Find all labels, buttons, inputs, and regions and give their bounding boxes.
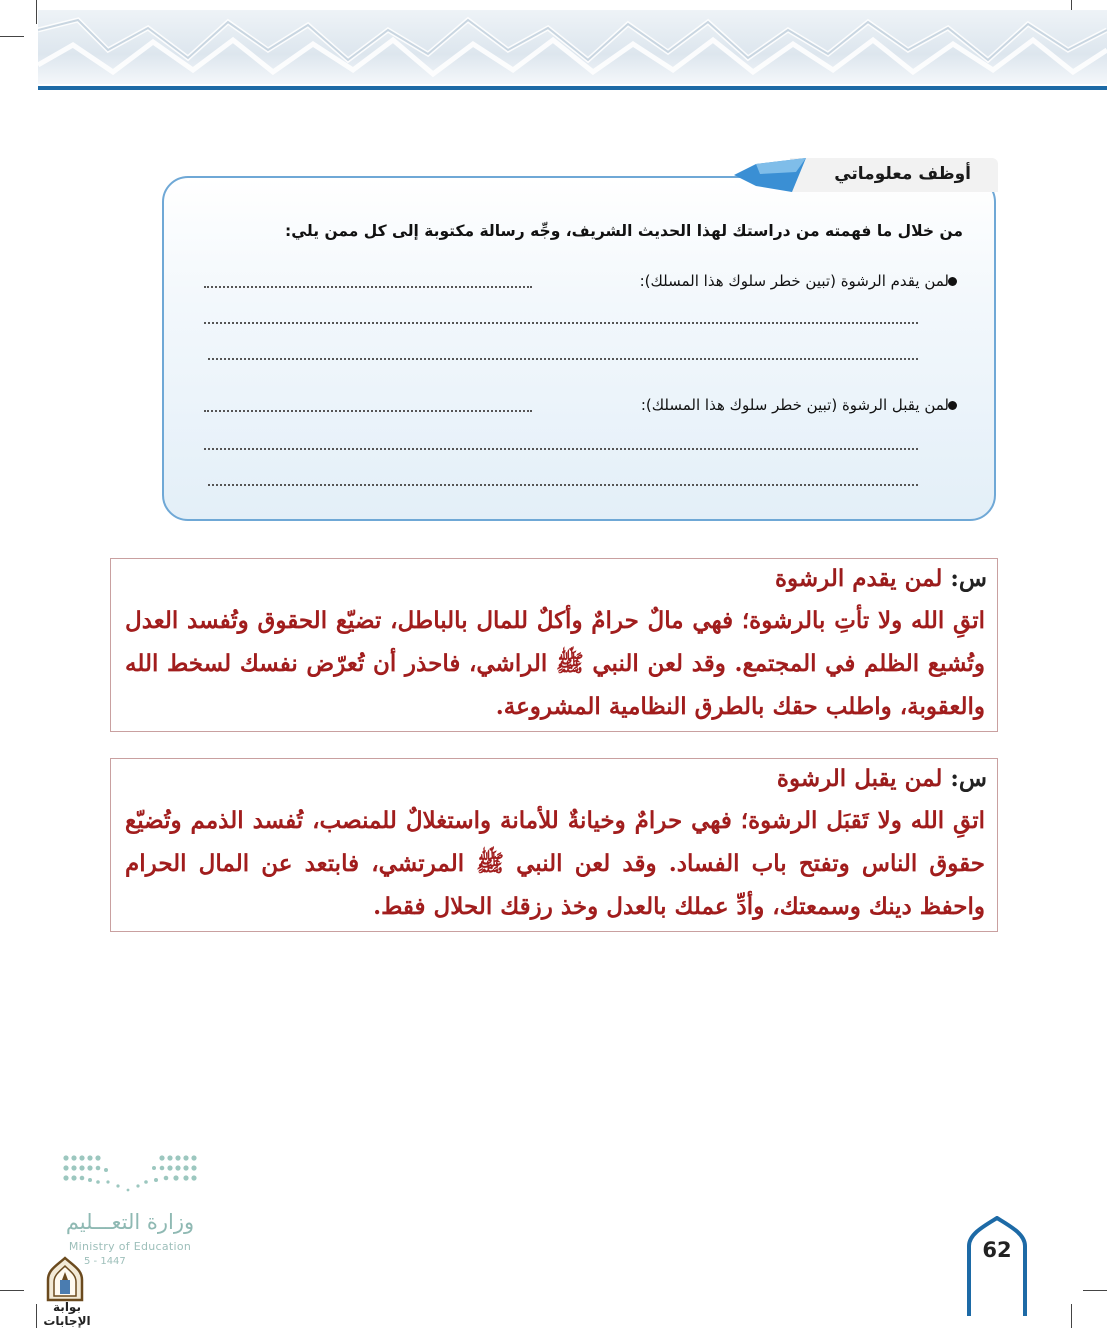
header-banner (38, 10, 1107, 84)
answer-line[interactable] (204, 410, 532, 412)
crop-mark (36, 0, 37, 24)
banner-pattern (38, 10, 1107, 84)
activity-title: أوظف معلوماتي (834, 164, 971, 184)
crop-mark (0, 1290, 24, 1291)
crop-mark (1071, 1304, 1072, 1328)
tab-arrow-icon (734, 158, 806, 192)
ministry-logo-icon (62, 1152, 198, 1200)
bullet-icon (948, 277, 957, 286)
question-prefix: س: (950, 765, 987, 792)
portal-logo-icon (44, 1256, 86, 1302)
ministry-year: 5 - 1447 (84, 1256, 126, 1267)
answer-text: اتقِ الله ولا تَقبَل الرشوة؛ فهي حرامٌ وخيانةٌ للأمانة واستغلالٌ للمنصب، تُفسد الذمم وتُضيّع حقوق الناس وتفتح باب الفساد. وقد لعن النبي ﷺ المرتشي، فابتعد عن المال الحرام واحفظ دينك وسمعتك، وأدِّ عملك بالعدل وخذ رزقك الحلال فقط. (125, 807, 985, 920)
ministry-name-en: Ministry of Education (68, 1240, 192, 1253)
page-number: 62 (982, 1238, 1012, 1262)
item-label-giver: لمن يقدم الرشوة (تبين خطر سلوك هذا المسلك): (639, 272, 949, 290)
activity-instruction: من خلال ما فهمته من دراستك لهذا الحديث الشريف، وجِّه رسالة مكتوبة إلى كل ممن يلي: (285, 222, 963, 240)
banner-underline (38, 86, 1107, 90)
bullet-icon (948, 401, 957, 410)
answer-line[interactable] (208, 484, 918, 486)
answer-box-taker (110, 758, 998, 932)
ministry-name-ar: وزارة التعـــليم (65, 1210, 195, 1234)
page-badge-icon (966, 1216, 1028, 1316)
answer-line[interactable] (204, 322, 918, 324)
question-line (777, 765, 987, 792)
question-topic: لمن يقبل الرشوة (776, 765, 943, 792)
answer-box-giver (110, 558, 998, 732)
answer-line[interactable] (208, 358, 918, 360)
question-topic: لمن يقدم الرشوة (774, 565, 943, 592)
crop-mark (0, 36, 24, 37)
portal-name: بوابة الإجابات (43, 1300, 91, 1328)
crop-mark (1083, 1290, 1107, 1291)
answer-line[interactable] (204, 286, 532, 288)
question-prefix: س: (950, 565, 987, 592)
answer-text: اتقِ الله ولا تأتِ بالرشوة؛ فهي مالٌ حرامٌ وأكلٌ للمال بالباطل، تضيّع الحقوق وتُفسد العدل وتُشيع الظلم في المجتمع. وقد لعن النبي ﷺ الراشي، فاحذر أن تُعرّض نفسك لسخط الله والعقوبة، واطلب حقك بالطرق النظامية المشروعة. (125, 607, 985, 720)
item-label-taker: لمن يقبل الرشوة (تبين خطر سلوك هذا المسلك): (640, 396, 949, 414)
question-line (775, 565, 987, 592)
answer-line[interactable] (204, 448, 918, 450)
